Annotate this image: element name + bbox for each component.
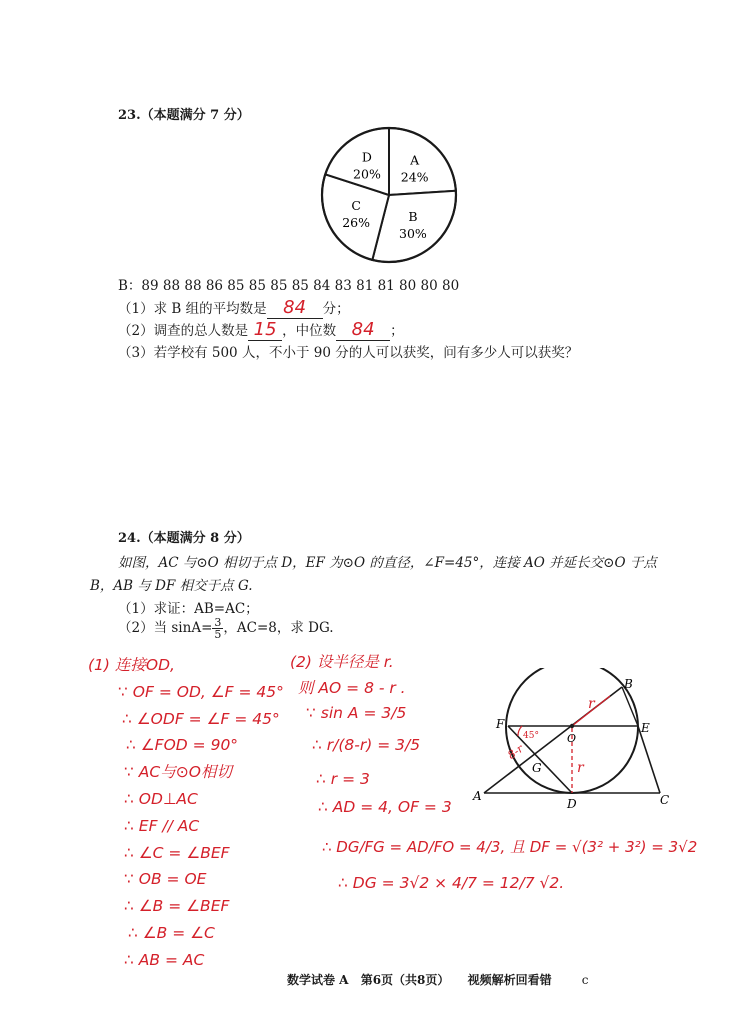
hw-right-5: ∴ AD = 4, OF = 3 [318, 798, 452, 816]
handwriting-left [88, 652, 284, 974]
geometry-figure [470, 668, 680, 818]
q23-p1-answer: 84 [283, 297, 307, 318]
q24-title: 24.（本题满分 8 分） [118, 531, 250, 546]
q24-statement-line1: 如图，AC 与⊙O 相切于点 D，EF 为⊙O 的直径，∠F=45°，连接 AO 并延长交⊙O 于点 [118, 555, 657, 571]
hw-right-1: 则 AO = 8 - r . [298, 679, 406, 697]
label-e: E [641, 721, 650, 735]
hw-left-line: ∵ AC与⊙O相切 [124, 763, 232, 782]
pie-label-b: B [408, 208, 418, 224]
q23-part2 [118, 319, 404, 341]
footer-exam: 数学试卷 A [287, 973, 349, 987]
q23-part1 [118, 297, 350, 319]
q23-p1-unit: 分； [322, 301, 350, 317]
q24-p2-post: ，AC=8，求 DG. [223, 620, 334, 636]
q23-p2-answer2: 84 [351, 319, 375, 340]
hw-right-6: ∴ DG/FG = AD/FO = 4/3, 且 DF = √(3² + 3²) = 3√2 [322, 838, 698, 856]
q24-statement-line2: B，AB 与 DF 相交于点 G. [90, 578, 253, 594]
pie-label-c: C [351, 198, 361, 214]
hw-left-line: ∴ OD⊥AC [124, 789, 198, 808]
pie-chart [318, 125, 462, 265]
q24-part1: （1）求证：AB=AC； [118, 601, 259, 617]
pie-pct-a: 24% [400, 169, 429, 185]
label-a: A [473, 789, 482, 803]
label-f: F [496, 717, 505, 731]
hw-left-line: (1) 连接OD, [88, 656, 175, 674]
q24-p2-pre: （2）当 sinA= [118, 620, 213, 636]
pie-label-a: A [410, 152, 420, 168]
pie-label-d: D [361, 149, 372, 165]
q23-part3: （3）若学校有 500 人，不小于 90 分的人可以获奖，问有多少人可以获奖？ [118, 345, 579, 361]
hw-left-line: ∴ AB = AC [124, 950, 205, 969]
mark-r-side: r [577, 760, 584, 776]
q23-title: 23.（本题满分 7 分） [118, 108, 250, 123]
q23-p2-text: （2）调查的总人数是 [118, 323, 249, 339]
q24-part2 [118, 616, 334, 640]
label-c: C [660, 793, 670, 807]
q23-p1-text: （1）求 B 组的平均数是 [118, 301, 267, 317]
footer-page: 第6页（共8页） [360, 973, 450, 987]
mark-8-r: 8-r [505, 742, 526, 762]
angle-mark [518, 726, 522, 736]
label-d: D [567, 797, 577, 811]
hw-left-line: ∵ OB = OE [124, 870, 207, 889]
q23-p2-end: ； [390, 323, 404, 339]
line-fd [508, 726, 572, 793]
hw-left-line: ∴ ∠C = ∠BEF [124, 843, 230, 862]
mark-r-top: r [588, 696, 595, 712]
label-o: O [567, 732, 577, 745]
footer [287, 971, 589, 988]
hw-left-line: ∴ ∠B = ∠C [128, 923, 215, 942]
sin-fraction-den: 5 [214, 628, 222, 641]
pie-pct-b: 30% [399, 225, 427, 241]
pie-pct-d: 20% [353, 166, 381, 182]
hw-right-3: ∴ r/(8-r) = 3/5 [312, 736, 421, 754]
hw-left-line: ∵ OF = OD, ∠F = 45° [118, 682, 284, 701]
q23-p2-mid: ，中位数 [282, 323, 337, 339]
hw-left-line: ∴ ∠ODF = ∠F = 45° [122, 709, 280, 728]
pie-pct-c: 26% [342, 215, 371, 231]
q23-p2-answer1: 15 [253, 319, 277, 340]
mark-45: 45° [523, 731, 539, 741]
footer-tail: c [581, 973, 589, 987]
q23-p1-blank [267, 297, 323, 319]
hw-right-4: ∴ r = 3 [316, 770, 370, 788]
label-g: G [532, 761, 542, 775]
line-ec [638, 726, 660, 793]
q23-p2-blank1 [248, 319, 282, 341]
q23-p2-blank2 [336, 319, 390, 341]
sin-fraction-num: 3 [214, 616, 222, 629]
footer-extra: 视频解析回看错 [467, 973, 552, 987]
sin-fraction [212, 617, 223, 640]
hw-left-line: ∴ ∠B = ∠BEF [124, 897, 230, 916]
hw-right-7: ∴ DG = 3√2 × 4/7 = 12/7 √2. [338, 874, 565, 892]
hw-left-line: ∴ ∠FOD = 90° [126, 736, 239, 755]
hw-right-0: (2) 设半径是 r. [290, 653, 394, 671]
point-o [570, 724, 574, 728]
label-b: B [624, 677, 633, 691]
b-group-data: B：89 88 88 86 85 85 85 85 84 83 81 81 80 80 80 [118, 278, 460, 294]
hw-right-2: ∵ sin A = 3/5 [306, 704, 407, 722]
hw-left-line: ∴ EF // AC [124, 816, 200, 835]
